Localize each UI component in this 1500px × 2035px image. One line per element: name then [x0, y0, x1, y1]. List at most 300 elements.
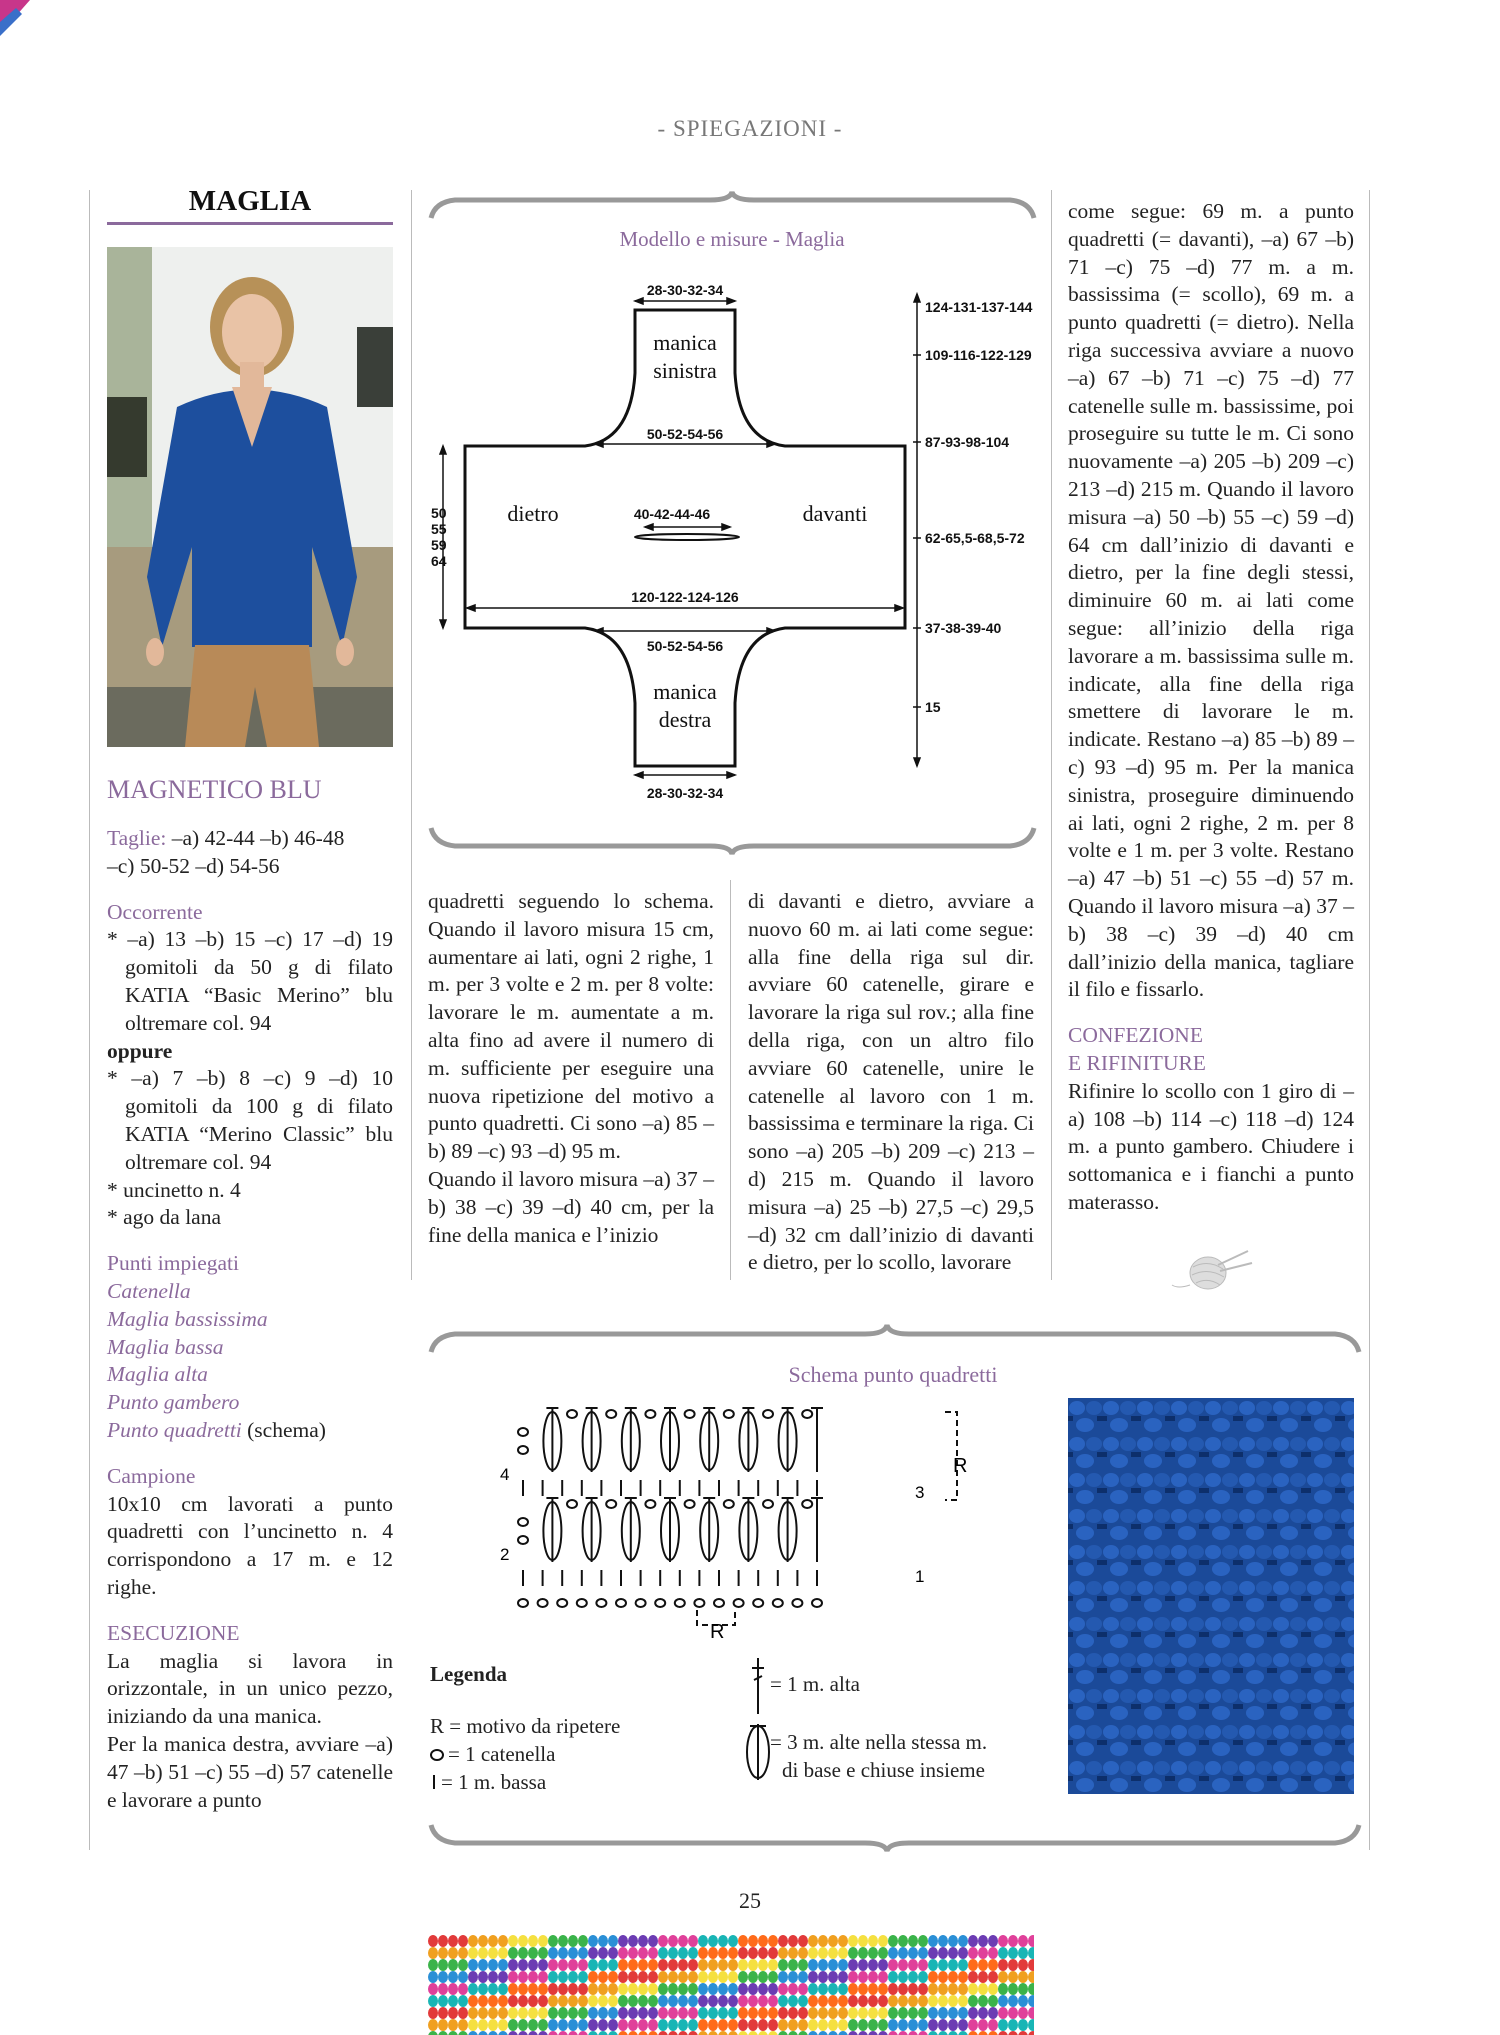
knit-stitch [638, 1983, 648, 1995]
knit-stitch [928, 1959, 938, 1971]
knit-stitch [548, 1947, 558, 1959]
instructions-col-2: di davanti e dietro, avviare a nuovo 60 m. ai lati come segue: alla fine della riga sul dir. avviare 60 catenelle, girare e lavorare la riga sul rov.; alla fine della riga, con un altro filo avviare 60 catenelle, unire le catenelle al lavoro con 1 m. bassissima e terminare la riga. Ci sono –a) 205 –b) 209 –c) 213 –d) 215 m. Quando il lavoro misura –a) 25 –b) 27,5 –c) 29,5 –d) 32 cm dall’inizio di davanti e dietro, per lo scollo, lavorare [748, 889, 1034, 1275]
knit-stitch [888, 1935, 898, 1947]
knit-stitch [668, 2031, 678, 2035]
chain-stitch [518, 1446, 528, 1454]
knit-stitch [468, 1995, 478, 2007]
chain-stitch [557, 1599, 567, 1607]
knit-stitch [458, 1935, 468, 1947]
knit-stitch [768, 1959, 778, 1971]
knit-stitch [878, 2019, 888, 2031]
knit-stitch [638, 1995, 648, 2007]
knit-stitch [628, 2007, 638, 2019]
knit-stitch [918, 1959, 928, 1971]
knit-stitch [868, 1971, 878, 1983]
knit-stitch [988, 1983, 998, 1995]
knit-stitch [928, 2019, 938, 2031]
knit-stitch [658, 2007, 668, 2019]
chain-stitch [596, 1599, 606, 1607]
knit-stitch [978, 2031, 988, 2035]
knit-stitch [918, 2007, 928, 2019]
knit-stitch [608, 1947, 618, 1959]
knit-stitch [978, 1935, 988, 1947]
knit-stitch [718, 1935, 728, 1947]
knit-stitch [598, 1971, 608, 1983]
knit-stitch [798, 1959, 808, 1971]
right-sleeve-label-2: destra [658, 707, 712, 732]
knit-stitch [1028, 1983, 1034, 1995]
knit-stitch [538, 1959, 548, 1971]
knit-stitch [868, 1983, 878, 1995]
knit-stitch [728, 1983, 738, 1995]
knit-stitch [948, 1971, 958, 1983]
knit-stitch [798, 1971, 808, 1983]
chain-stitch [763, 1410, 773, 1418]
knit-stitch [868, 2031, 878, 2035]
knit-stitch [738, 1995, 748, 2007]
knit-stitch [428, 1995, 438, 2007]
knit-stitch [708, 1971, 718, 1983]
knit-stitch [998, 2007, 1008, 2019]
knit-stitch [968, 2007, 978, 2019]
knit-stitch [1018, 1935, 1028, 1947]
knit-stitch [488, 2007, 498, 2019]
knit-stitch [478, 2019, 488, 2031]
knit-stitch [878, 2031, 888, 2035]
lower-arm-label: 50-52-54-56 [646, 638, 724, 654]
knit-stitch [938, 2031, 948, 2035]
knit-stitch [698, 2019, 708, 2031]
knit-stitch [798, 1995, 808, 2007]
knit-stitch [648, 1995, 658, 2007]
knit-stitch [958, 1947, 968, 1959]
knit-stitch [938, 1971, 948, 1983]
knit-stitch [678, 1971, 688, 1983]
knit-stitch [688, 1935, 698, 1947]
knit-stitch [848, 1971, 858, 1983]
knit-stitch [998, 1971, 1008, 1983]
knit-stitch [528, 1959, 538, 1971]
knit-stitch [748, 1995, 758, 2007]
knit-stitch [718, 1959, 728, 1971]
knit-stitch [568, 1983, 578, 1995]
knit-stitch [578, 1995, 588, 2007]
knit-stitch [508, 1995, 518, 2007]
knit-stitch [798, 1983, 808, 1995]
knit-stitch [838, 1995, 848, 2007]
knit-stitch [928, 1935, 938, 1947]
knit-stitch [688, 2007, 698, 2019]
double-crochet-symbol-icon [748, 1658, 768, 1718]
knit-stitch [718, 1983, 728, 1995]
knit-stitch [888, 1971, 898, 1983]
knit-stitch [608, 2019, 618, 2031]
knit-stitch [788, 1947, 798, 1959]
knit-stitch [848, 1959, 858, 1971]
knit-stitch [458, 2019, 468, 2031]
knit-stitch [708, 1935, 718, 1947]
knit-stitch [808, 1959, 818, 1971]
knit-stitch [998, 1983, 1008, 1995]
knit-stitch [768, 1995, 778, 2007]
knit-stitch [908, 1947, 918, 1959]
knit-stitch [918, 1995, 928, 2007]
knit-stitch [718, 1947, 728, 1959]
chain-stitch [685, 1500, 695, 1508]
knit-stitch [578, 2007, 588, 2019]
knit-stitch [618, 1971, 628, 1983]
knit-stitch [888, 1995, 898, 2007]
knit-stitch [558, 1935, 568, 1947]
knit-stitch [478, 2031, 488, 2035]
knit-stitch [708, 1947, 718, 1959]
knit-stitch [438, 1995, 448, 2007]
knit-stitch [638, 1947, 648, 1959]
front-label: davanti [802, 501, 868, 526]
knit-stitch [598, 1983, 608, 1995]
knit-stitch [588, 2007, 598, 2019]
knit-stitch [868, 1995, 878, 2007]
knit-stitch [998, 1995, 1008, 2007]
knit-stitch [788, 1983, 798, 1995]
knit-stitch [618, 1959, 628, 1971]
knit-stitch [488, 1935, 498, 1947]
knit-stitch [828, 1971, 838, 1983]
diagram-title: Modello e misure - Maglia [619, 227, 845, 251]
knit-stitch [668, 1959, 678, 1971]
knit-stitch [838, 1959, 848, 1971]
knit-stitch [798, 2019, 808, 2031]
knit-stitch [628, 1971, 638, 1983]
sizes: Taglie: –a) 42-44 –b) 46-48 –c) 50-52 –d) 54-56 [107, 826, 345, 878]
knit-stitch [888, 1947, 898, 1959]
knit-stitch [688, 2031, 698, 2035]
knit-stitch [658, 1947, 668, 1959]
knit-stitch [898, 1947, 908, 1959]
knit-stitch [858, 1995, 868, 2007]
knit-stitch [718, 2031, 728, 2035]
knit-stitch [528, 2031, 538, 2035]
knit-stitch [908, 1959, 918, 1971]
knit-stitch [908, 2031, 918, 2035]
knit-stitch [678, 1983, 688, 1995]
knit-stitch [938, 1983, 948, 1995]
knit-stitch [518, 1947, 528, 1959]
knit-stitch [1008, 2019, 1018, 2031]
knit-stitch [928, 1971, 938, 1983]
left-column [107, 185, 393, 1814]
knit-stitch [1018, 2007, 1028, 2019]
legend-chain: = 1 catenella [430, 1740, 730, 1768]
knit-stitch [438, 1971, 448, 1983]
knit-stitch [758, 1971, 768, 1983]
chain-symbol-icon [430, 1749, 444, 1761]
knit-stitch [428, 1959, 438, 1971]
knit-stitch [528, 2019, 538, 2031]
knit-stitch [748, 1959, 758, 1971]
knit-stitch [738, 2007, 748, 2019]
knit-stitch [608, 1995, 618, 2007]
knit-stitch [558, 1983, 568, 1995]
knit-stitch [888, 2007, 898, 2019]
knit-stitch [988, 2007, 998, 2019]
knit-stitch [1018, 1959, 1028, 1971]
knit-stitch [948, 1959, 958, 1971]
knit-stitch [608, 1935, 618, 1947]
knit-stitch [448, 1971, 458, 1983]
knit-stitch [858, 2007, 868, 2019]
column-rule-left [89, 190, 90, 1850]
knit-stitch [958, 1959, 968, 1971]
knit-stitch [888, 1959, 898, 1971]
knit-stitch [678, 1995, 688, 2007]
knit-stitch [768, 2007, 778, 2019]
knit-stitch [958, 1983, 968, 1995]
right-measure-6: 15 [925, 699, 941, 715]
knit-stitch [608, 1971, 618, 1983]
knit-stitch [918, 2019, 928, 2031]
knit-stitch [858, 1971, 868, 1983]
knit-stitch [738, 2031, 748, 2035]
knit-stitch [858, 1959, 868, 1971]
single-crochet-symbol-icon [433, 1775, 435, 1789]
legend-repeat: R = motivo da ripetere [430, 1714, 621, 1738]
knit-stitch [808, 1947, 818, 1959]
knit-stitch [458, 2007, 468, 2019]
knit-stitch [538, 2031, 548, 2035]
knit-stitch [518, 2007, 528, 2019]
knit-stitch [978, 1947, 988, 1959]
page-header: - SPIEGAZIONI - [657, 116, 843, 141]
chain-stitch [655, 1599, 665, 1607]
repeat-label-bottom: R [710, 1621, 725, 1643]
knit-stitch [778, 2019, 788, 2031]
knit-stitch [788, 1935, 798, 1947]
knit-stitch [568, 2031, 578, 2035]
chain-stitch [714, 1599, 724, 1607]
knit-stitch [818, 1995, 828, 2007]
knit-stitch [678, 1935, 688, 1947]
chain-stitch [792, 1599, 802, 1607]
knit-stitch [648, 2007, 658, 2019]
knit-stitch [828, 1947, 838, 1959]
knit-stitch [468, 2019, 478, 2031]
knit-stitch [558, 1959, 568, 1971]
knit-stitch [558, 2019, 568, 2031]
chain-stitch [518, 1428, 528, 1436]
knit-stitch [948, 2031, 958, 2035]
knit-stitch [898, 1983, 908, 1995]
cluster-symbol-icon [744, 1718, 772, 1784]
knit-stitch [438, 1983, 448, 1995]
knit-stitch [898, 1959, 908, 1971]
knit-stitch [448, 2019, 458, 2031]
knit-stitch [588, 1995, 598, 2007]
knit-stitch [478, 1971, 488, 1983]
knit-stitch [578, 2019, 588, 2031]
knit-stitch [878, 1947, 888, 1959]
knit-stitch [458, 1983, 468, 1995]
knit-stitch [658, 2031, 668, 2035]
knit-stitch [668, 1935, 678, 1947]
knit-stitch [948, 1995, 958, 2007]
knit-stitch [638, 1959, 648, 1971]
knit-stitch [998, 1947, 1008, 1959]
knit-stitch [528, 1947, 538, 1959]
knit-stitch [798, 2007, 808, 2019]
knit-stitch [798, 2031, 808, 2035]
knit-stitch [978, 2007, 988, 2019]
knit-stitch [728, 2007, 738, 2019]
knit-stitch [468, 1971, 478, 1983]
knit-stitch [718, 2007, 728, 2019]
knit-stitch [968, 1935, 978, 1947]
knit-stitch [838, 1971, 848, 1983]
knit-stitch [718, 1995, 728, 2007]
knit-stitch [738, 1935, 748, 1947]
chain-stitch [734, 1599, 744, 1607]
knit-stitch [718, 2019, 728, 2031]
knit-stitch [1018, 1995, 1028, 2007]
knit-stitch [508, 1971, 518, 1983]
knit-stitch [438, 2031, 448, 2035]
knit-stitch [858, 1983, 868, 1995]
knit-stitch [528, 1935, 538, 1947]
chain-stitch [685, 1410, 695, 1418]
knit-stitch [808, 1935, 818, 1947]
knit-stitch [488, 1983, 498, 1995]
knit-stitch [968, 2031, 978, 2035]
knit-stitch [738, 1971, 748, 1983]
knit-stitch [728, 1995, 738, 2007]
knit-stitch [998, 1959, 1008, 1971]
knit-stitch [958, 1995, 968, 2007]
knit-stitch [508, 1947, 518, 1959]
knit-stitch [578, 1947, 588, 1959]
knit-stitch [538, 1935, 548, 1947]
knit-stitch [1018, 1983, 1028, 1995]
knit-stitch [708, 1983, 718, 1995]
knit-stitch [468, 1983, 478, 1995]
knit-stitch [968, 1947, 978, 1959]
knit-stitch [748, 2019, 758, 2031]
knit-stitch [848, 1947, 858, 1959]
knit-stitch [558, 1971, 568, 1983]
knit-stitch [958, 1935, 968, 1947]
knit-stitch [968, 1983, 978, 1995]
knit-stitch [1018, 1971, 1028, 1983]
height-label-b: 55 [431, 521, 447, 537]
knit-stitch [558, 2031, 568, 2035]
knit-stitch [438, 1947, 448, 1959]
knit-stitch [618, 1947, 628, 1959]
knit-stitch [698, 2031, 708, 2035]
knit-stitch [628, 2031, 638, 2035]
knit-stitch [978, 1959, 988, 1971]
knit-stitch [908, 1983, 918, 1995]
knit-stitch [638, 2007, 648, 2019]
knit-stitch [1008, 2007, 1018, 2019]
knit-stitch [878, 1971, 888, 1983]
knit-stitch [868, 2019, 878, 2031]
knit-stitch [728, 1959, 738, 1971]
knit-stitch [688, 1983, 698, 1995]
knit-stitch [728, 1971, 738, 1983]
body-width-label: 120-122-124-126 [631, 589, 739, 605]
knit-stitch [908, 2007, 918, 2019]
knit-stitch [768, 1971, 778, 1983]
chain-stitch [577, 1599, 587, 1607]
yarn-ball-icon [1168, 1245, 1258, 1295]
chain-stitch [606, 1500, 616, 1508]
knit-stitch [698, 1947, 708, 1959]
knit-stitch [898, 1995, 908, 2007]
knit-stitch [558, 2007, 568, 2019]
knit-stitch [828, 1935, 838, 1947]
legend-cluster: = 3 m. alte nella stessa m. di base e chiuse insieme [748, 1728, 1048, 1784]
knit-stitch [828, 1995, 838, 2007]
knit-stitch [738, 1947, 748, 1959]
knit-stitch [1028, 1935, 1034, 1947]
knit-stitch [1018, 2019, 1028, 2031]
chain-stitch [694, 1599, 704, 1607]
knit-stitch [648, 1935, 658, 1947]
knit-stitch [938, 1959, 948, 1971]
knit-stitch [588, 1971, 598, 1983]
gauge: Campione 10x10 cm lavorati a punto quadretti con l’uncinetto n. 4 corrispondono a 17 m. e 12 righe. [107, 1463, 393, 1599]
chain-stitch [645, 1500, 655, 1508]
knit-stitch [718, 1971, 728, 1983]
knit-stitch [1008, 1995, 1018, 2007]
chain-stitch [636, 1599, 646, 1607]
knit-stitch [548, 2031, 558, 2035]
knit-stitch [778, 1995, 788, 2007]
knit-stitch [668, 1947, 678, 1959]
knit-stitch [828, 2019, 838, 2031]
knit-stitch [518, 2031, 528, 2035]
knit-stitch [678, 2019, 688, 2031]
height-label-a: 50 [431, 505, 447, 521]
knit-stitch [608, 2031, 618, 2035]
knit-stitch [808, 2007, 818, 2019]
knit-stitch [748, 2031, 758, 2035]
knit-stitch [738, 1983, 748, 1995]
knit-stitch [518, 1995, 528, 2007]
knit-stitch [658, 1971, 668, 1983]
knit-stitch [848, 2007, 858, 2019]
knit-stitch [948, 1983, 958, 1995]
knit-stitch [448, 2007, 458, 2019]
knit-stitch [678, 1959, 688, 1971]
knit-stitch [628, 1947, 638, 1959]
knit-stitch [938, 1935, 948, 1947]
bottom-width-label: 28-30-32-34 [646, 785, 724, 801]
knit-stitch [478, 1995, 488, 2007]
knit-stitch [518, 2019, 528, 2031]
chain-stitch [606, 1410, 616, 1418]
knit-stitch [508, 1959, 518, 1971]
knit-stitch [468, 2031, 478, 2035]
column-rule-3 [730, 880, 731, 1280]
knit-stitch [738, 1959, 748, 1971]
right-measure-4: 62-65,5-68,5-72 [925, 530, 1025, 546]
knit-stitch [708, 2007, 718, 2019]
garment-title: MAGLIA [107, 185, 393, 225]
knit-stitch [818, 2031, 828, 2035]
knit-stitch [598, 1947, 608, 1959]
knit-stitch [938, 1995, 948, 2007]
knit-stitch [868, 1935, 878, 1947]
